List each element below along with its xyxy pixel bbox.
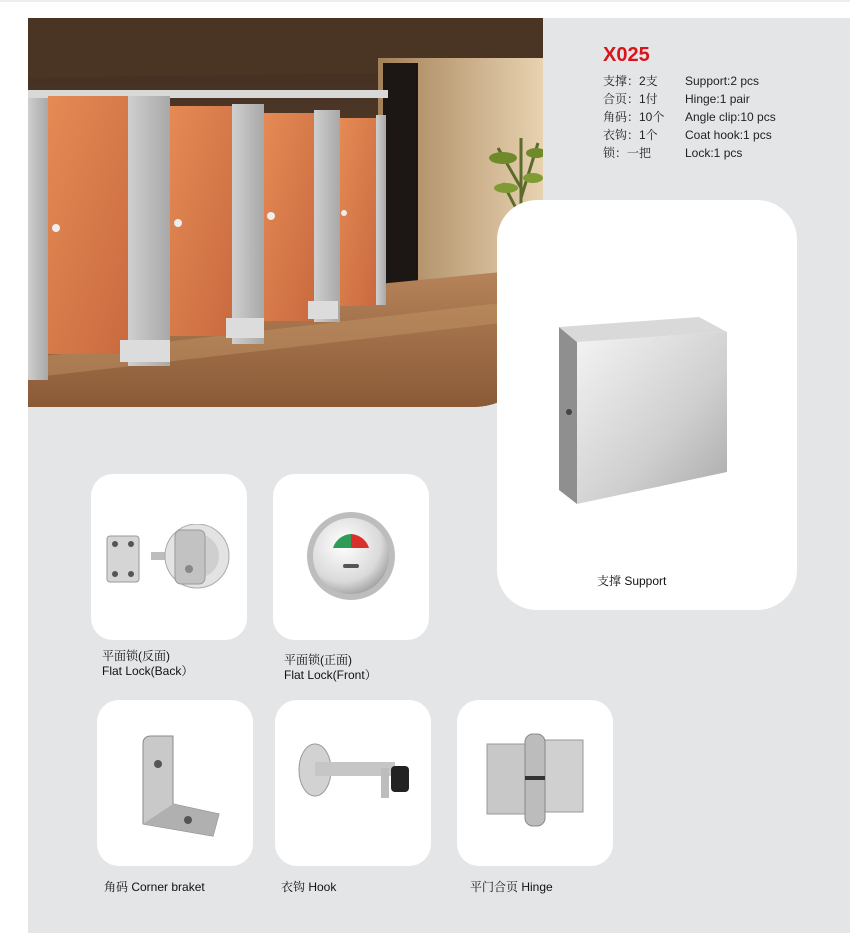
restroom-partition-photo [28, 18, 543, 407]
flat-lock-back-zh: 平面锁(反面) [102, 649, 170, 663]
flat-lock-front-zh: 平面锁(正面) [284, 653, 352, 667]
flat-lock-front-caption [284, 653, 377, 683]
corner-bracket-caption: 角码 Corner braket [104, 880, 205, 894]
support-caption: 支撑 Support [597, 574, 667, 588]
spec-zh: 衣钩：1个 [603, 128, 658, 142]
support-bracket-icon [559, 312, 739, 507]
restroom-illustration [28, 18, 543, 407]
product-code: X025 [603, 44, 650, 66]
spec-zh: 锁：一把 [603, 146, 652, 160]
corner-bracket-card [97, 700, 253, 866]
spec-row [603, 144, 776, 162]
spec-row [603, 90, 776, 108]
support-card [497, 200, 797, 610]
spec-en: Hinge:1 pair [685, 92, 750, 106]
spec-row [603, 108, 776, 126]
coat-hook-caption: 衣钩 Hook [281, 880, 337, 894]
spec-en: Support:2 pcs [685, 74, 760, 88]
corner-bracket-icon [133, 734, 223, 839]
hinge-card [457, 700, 613, 866]
spec-row [603, 126, 776, 144]
spec-en: Coat hook:1 pcs [685, 128, 772, 142]
flat-lock-back-caption [102, 649, 193, 679]
coat-hook-card [275, 700, 431, 866]
spec-zh: 角码：10个 [603, 110, 665, 124]
flat-lock-back-en: Flat Lock(Back） [102, 664, 194, 678]
spec-zh: 合页：1付 [603, 92, 658, 106]
top-divider [0, 0, 850, 2]
spec-en: Angle clip:10 pcs [685, 110, 776, 124]
hinge-caption: 平门合页 Hinge [470, 880, 553, 894]
spec-list [603, 72, 776, 162]
hinge-icon [485, 730, 585, 830]
spec-en: Lock:1 pcs [685, 146, 743, 160]
spec-zh: 支撑：2支 [603, 74, 658, 88]
flat-lock-front-icon [305, 510, 397, 602]
flat-lock-front-card [273, 474, 429, 640]
flat-lock-front-en: Flat Lock(Front） [284, 668, 377, 682]
flat-lock-back-icon [105, 524, 235, 594]
flat-lock-back-card [91, 474, 247, 640]
spec-row [603, 72, 776, 90]
coat-hook-icon [295, 738, 415, 818]
